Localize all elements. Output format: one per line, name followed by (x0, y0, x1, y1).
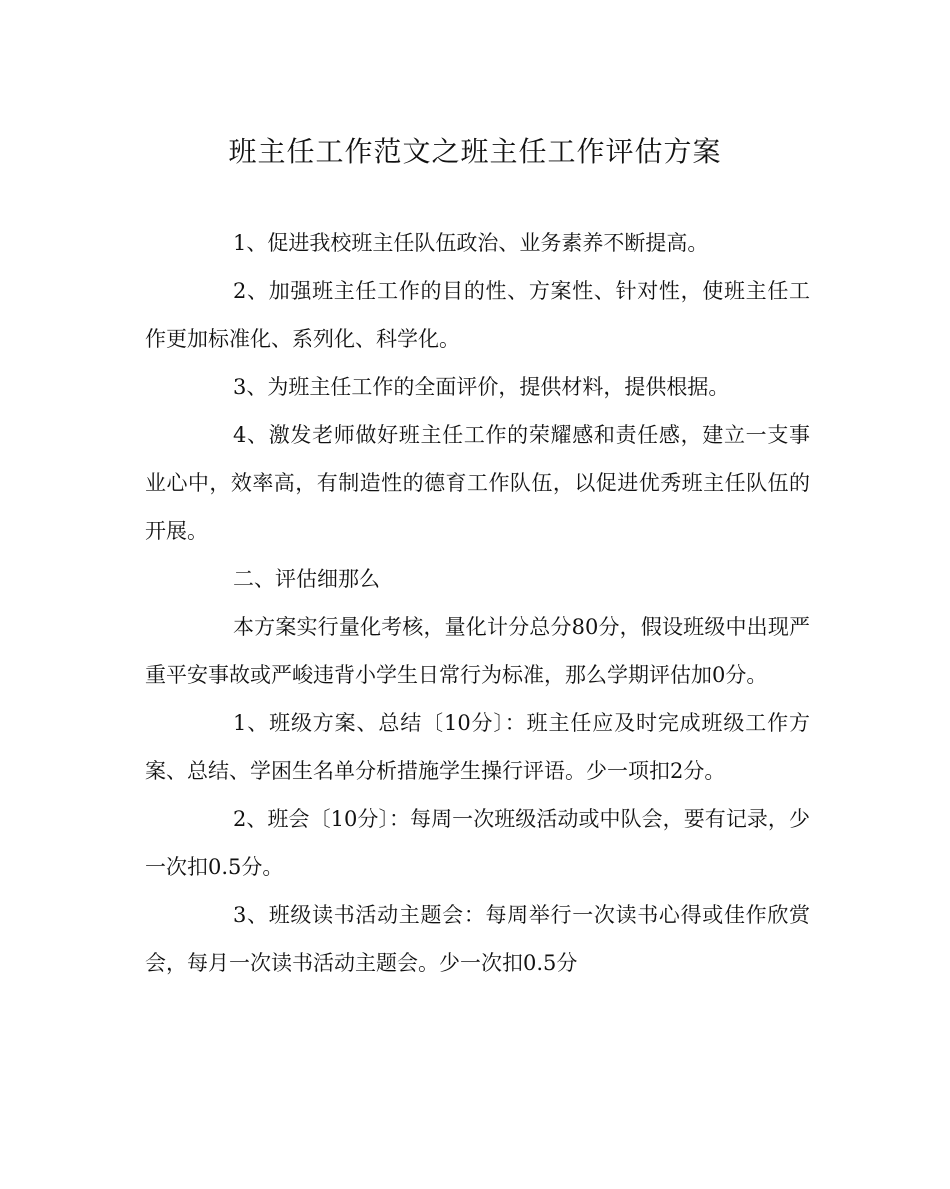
paragraph-goal-1: 1、促进我校班主任队伍政治、业务素养不断提高。 (233, 231, 709, 255)
paragraph-goal-2: 2、加强班主任工作的目的性、方案性、针对性，使班主任工作更加标准化、系列化、科学化。 (145, 279, 810, 351)
section-heading-rules: 二、评估细那么 (233, 567, 380, 591)
document-body (145, 219, 810, 987)
paragraph-goal-3: 3、为班主任工作的全面评价，提供材料，提供根据。 (233, 375, 730, 399)
paragraph-rule-3: 3、班级读书活动主题会：每周举行一次读书心得或佳作欣赏会，每月一次读书活动主题会。少一次扣0.5分 (145, 903, 810, 975)
paragraph-goal-4: 4、激发老师做好班主任工作的荣耀感和责任感，建立一支事业心中，效率高，有制造性的德育工作队伍，以促进优秀班主任队伍的开展。 (145, 423, 810, 543)
document-title: 班主任工作范文之班主任工作评估方案 (228, 135, 722, 168)
paragraph-rule-1: 1、班级方案、总结〔10分〕：班主任应及时完成班级工作方案、总结、学困生名单分析措施学生操行评语。少一项扣2分。 (145, 711, 810, 783)
paragraph-scoring-intro: 本方案实行量化考核，量化计分总分80分，假设班级中出现严重平安事故或严峻违背小学生日常行为标准，那么学期评估加0分。 (145, 615, 810, 687)
paragraph-rule-2: 2、班会〔10分〕：每周一次班级活动或中队会，要有记录，少一次扣0.5分。 (145, 807, 810, 879)
